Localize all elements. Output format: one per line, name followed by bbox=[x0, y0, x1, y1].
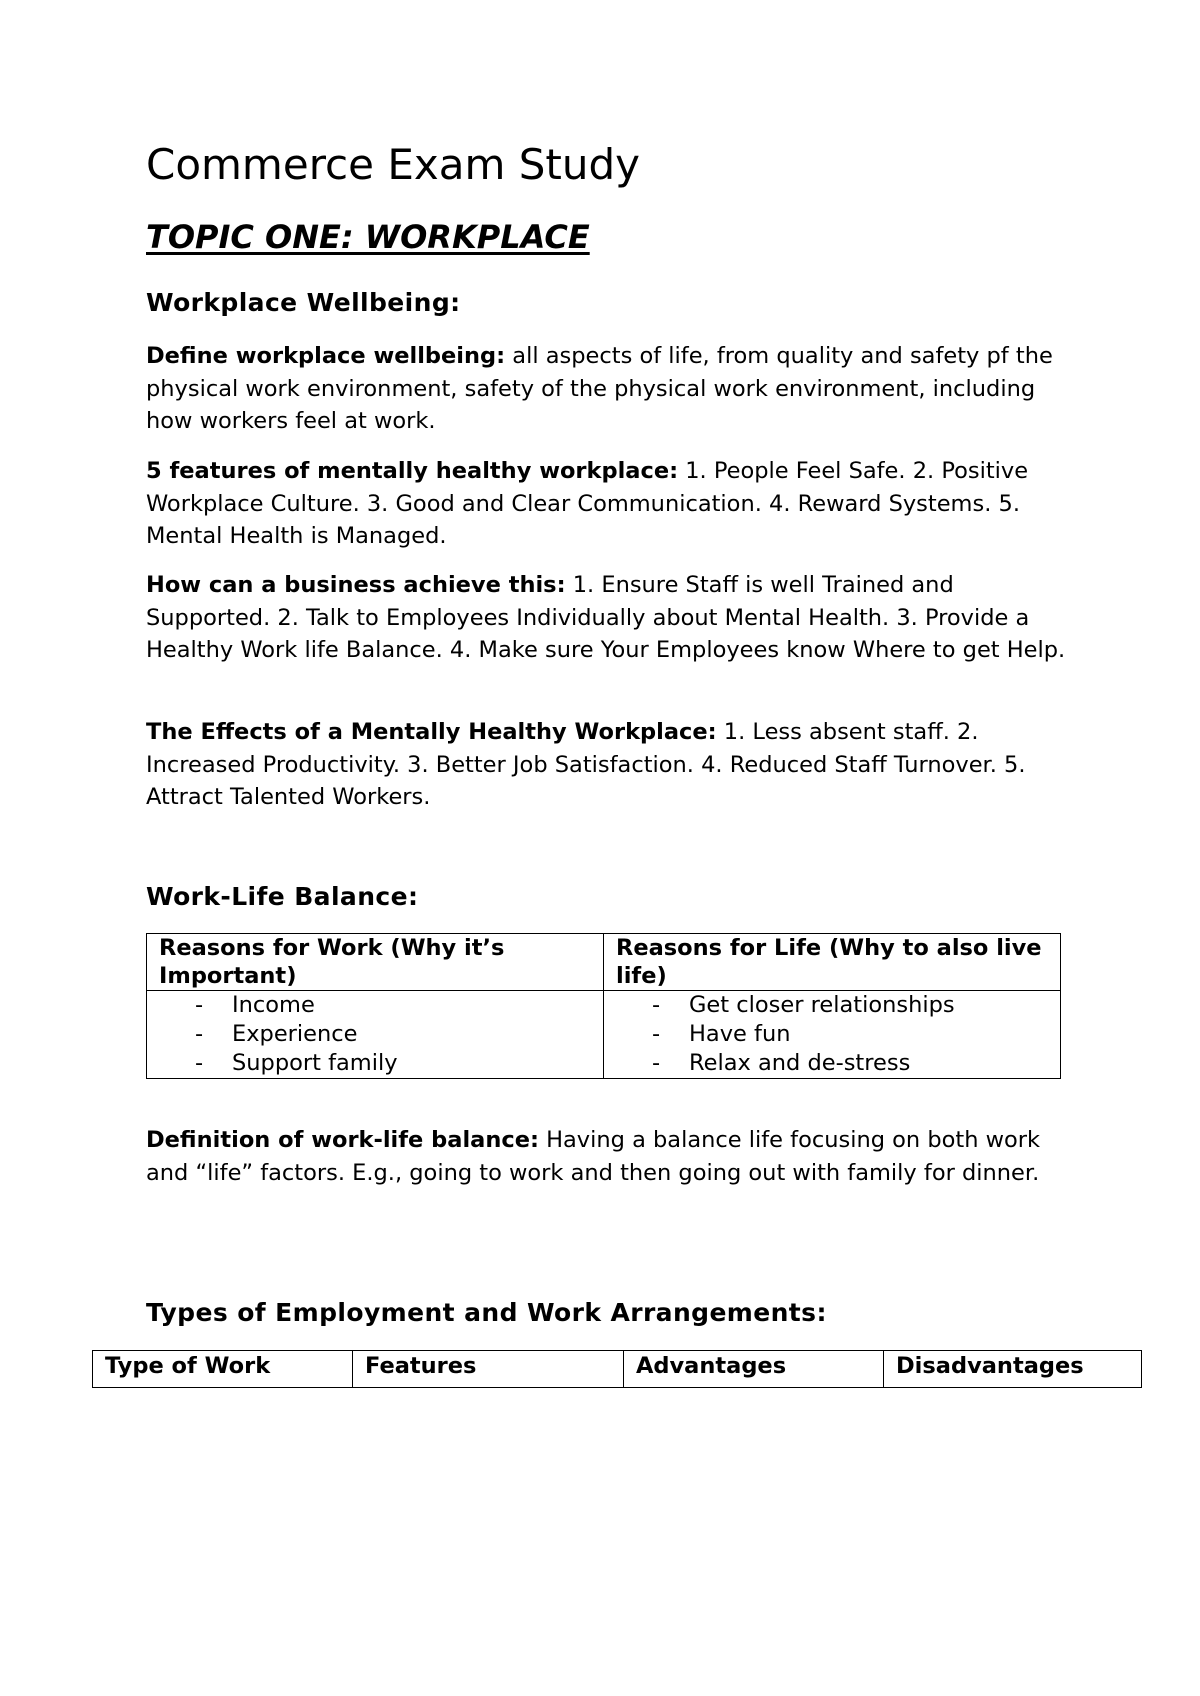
bullet-dash: - bbox=[652, 1050, 661, 1076]
features-label: 5 features of mentally healthy workplace: bbox=[146, 458, 679, 484]
list-item-text: Get closer relationships bbox=[689, 992, 955, 1018]
list-item-text: Relax and de-stress bbox=[689, 1050, 911, 1076]
define-wellbeing-label: Define workplace wellbeing: bbox=[146, 343, 506, 369]
bullet-dash: - bbox=[652, 1021, 661, 1047]
list-item-text: Support family bbox=[232, 1050, 398, 1076]
work-life-definition-text: Having a balance life focusing on both work and “life” factors. E.g., going to work and then going out with family for dinner. bbox=[146, 1127, 1041, 1186]
disadvantages-header: Disadvantages bbox=[884, 1351, 1142, 1388]
achieve-label: How can a business achieve this: bbox=[146, 572, 566, 598]
bullet-dash: - bbox=[195, 992, 204, 1018]
life-reasons-list bbox=[616, 991, 1048, 1078]
work-life-table bbox=[146, 933, 1061, 1079]
features-text: 1. People Feel Safe. 2. Positive Workplace Culture. 3. Good and Clear Communication. 4. Reward Systems. 5. Mental Health is Managed. bbox=[146, 458, 1029, 549]
bullet-dash: - bbox=[652, 992, 661, 1018]
work-life-definition-label: Definition of work-life balance: bbox=[146, 1127, 539, 1153]
advantages-header: Advantages bbox=[624, 1351, 884, 1388]
employment-table bbox=[92, 1350, 1142, 1388]
employment-heading: Types of Employment and Work Arrangements: bbox=[146, 1298, 827, 1327]
list-item-text: Have fun bbox=[689, 1021, 791, 1047]
topic-heading: TOPIC ONE: WORKPLACE bbox=[146, 218, 590, 256]
features-header: Features bbox=[353, 1351, 624, 1388]
work-reasons-header: Reasons for Work (Why it’s Important) bbox=[147, 934, 604, 991]
table-header-row bbox=[147, 934, 1061, 991]
table-row bbox=[147, 991, 1061, 1079]
bullet-dash: - bbox=[195, 1050, 204, 1076]
effects-label: The Effects of a Mentally Healthy Workplace: bbox=[146, 719, 717, 745]
list-item bbox=[652, 1049, 1048, 1078]
work-reasons-list bbox=[159, 991, 591, 1078]
list-item-text: Income bbox=[232, 992, 315, 1018]
type-of-work-header: Type of Work bbox=[93, 1351, 353, 1388]
list-item bbox=[195, 991, 591, 1020]
list-item bbox=[652, 1020, 1048, 1049]
document-title: Commerce Exam Study bbox=[146, 140, 640, 189]
work-life-heading: Work-Life Balance: bbox=[146, 882, 419, 911]
bullet-dash: - bbox=[195, 1021, 204, 1047]
work-life-definition-paragraph bbox=[146, 1124, 1066, 1189]
table-header-row bbox=[93, 1351, 1142, 1388]
wellbeing-heading: Workplace Wellbeing: bbox=[146, 288, 461, 317]
achieve-text: 1. Ensure Staff is well Trained and Supported. 2. Talk to Employees Individually about Mental Health. 3. Provide a Healthy Work life Balance. 4. Make sure Your Employees know Where to get Help. bbox=[146, 572, 1066, 663]
list-item-text: Experience bbox=[232, 1021, 358, 1047]
list-item bbox=[195, 1049, 591, 1078]
define-wellbeing-text: all aspects of life, from quality and safety pf the physical work environment, safety of the physical work environment, including how workers feel at work. bbox=[146, 343, 1053, 434]
life-reasons-header: Reasons for Life (Why to also live life) bbox=[604, 934, 1061, 991]
list-item bbox=[652, 991, 1048, 1020]
achieve-paragraph bbox=[146, 569, 1066, 667]
effects-text: 1. Less absent staff. 2. Increased Productivity. 3. Better Job Satisfaction. 4. Reduced Staff Turnover. 5. Attract Talented Workers. bbox=[146, 719, 1026, 810]
life-reasons-cell bbox=[604, 991, 1061, 1079]
define-wellbeing-paragraph bbox=[146, 340, 1066, 438]
features-paragraph bbox=[146, 455, 1066, 553]
list-item bbox=[195, 1020, 591, 1049]
effects-paragraph bbox=[146, 716, 1066, 814]
work-reasons-cell bbox=[147, 991, 604, 1079]
